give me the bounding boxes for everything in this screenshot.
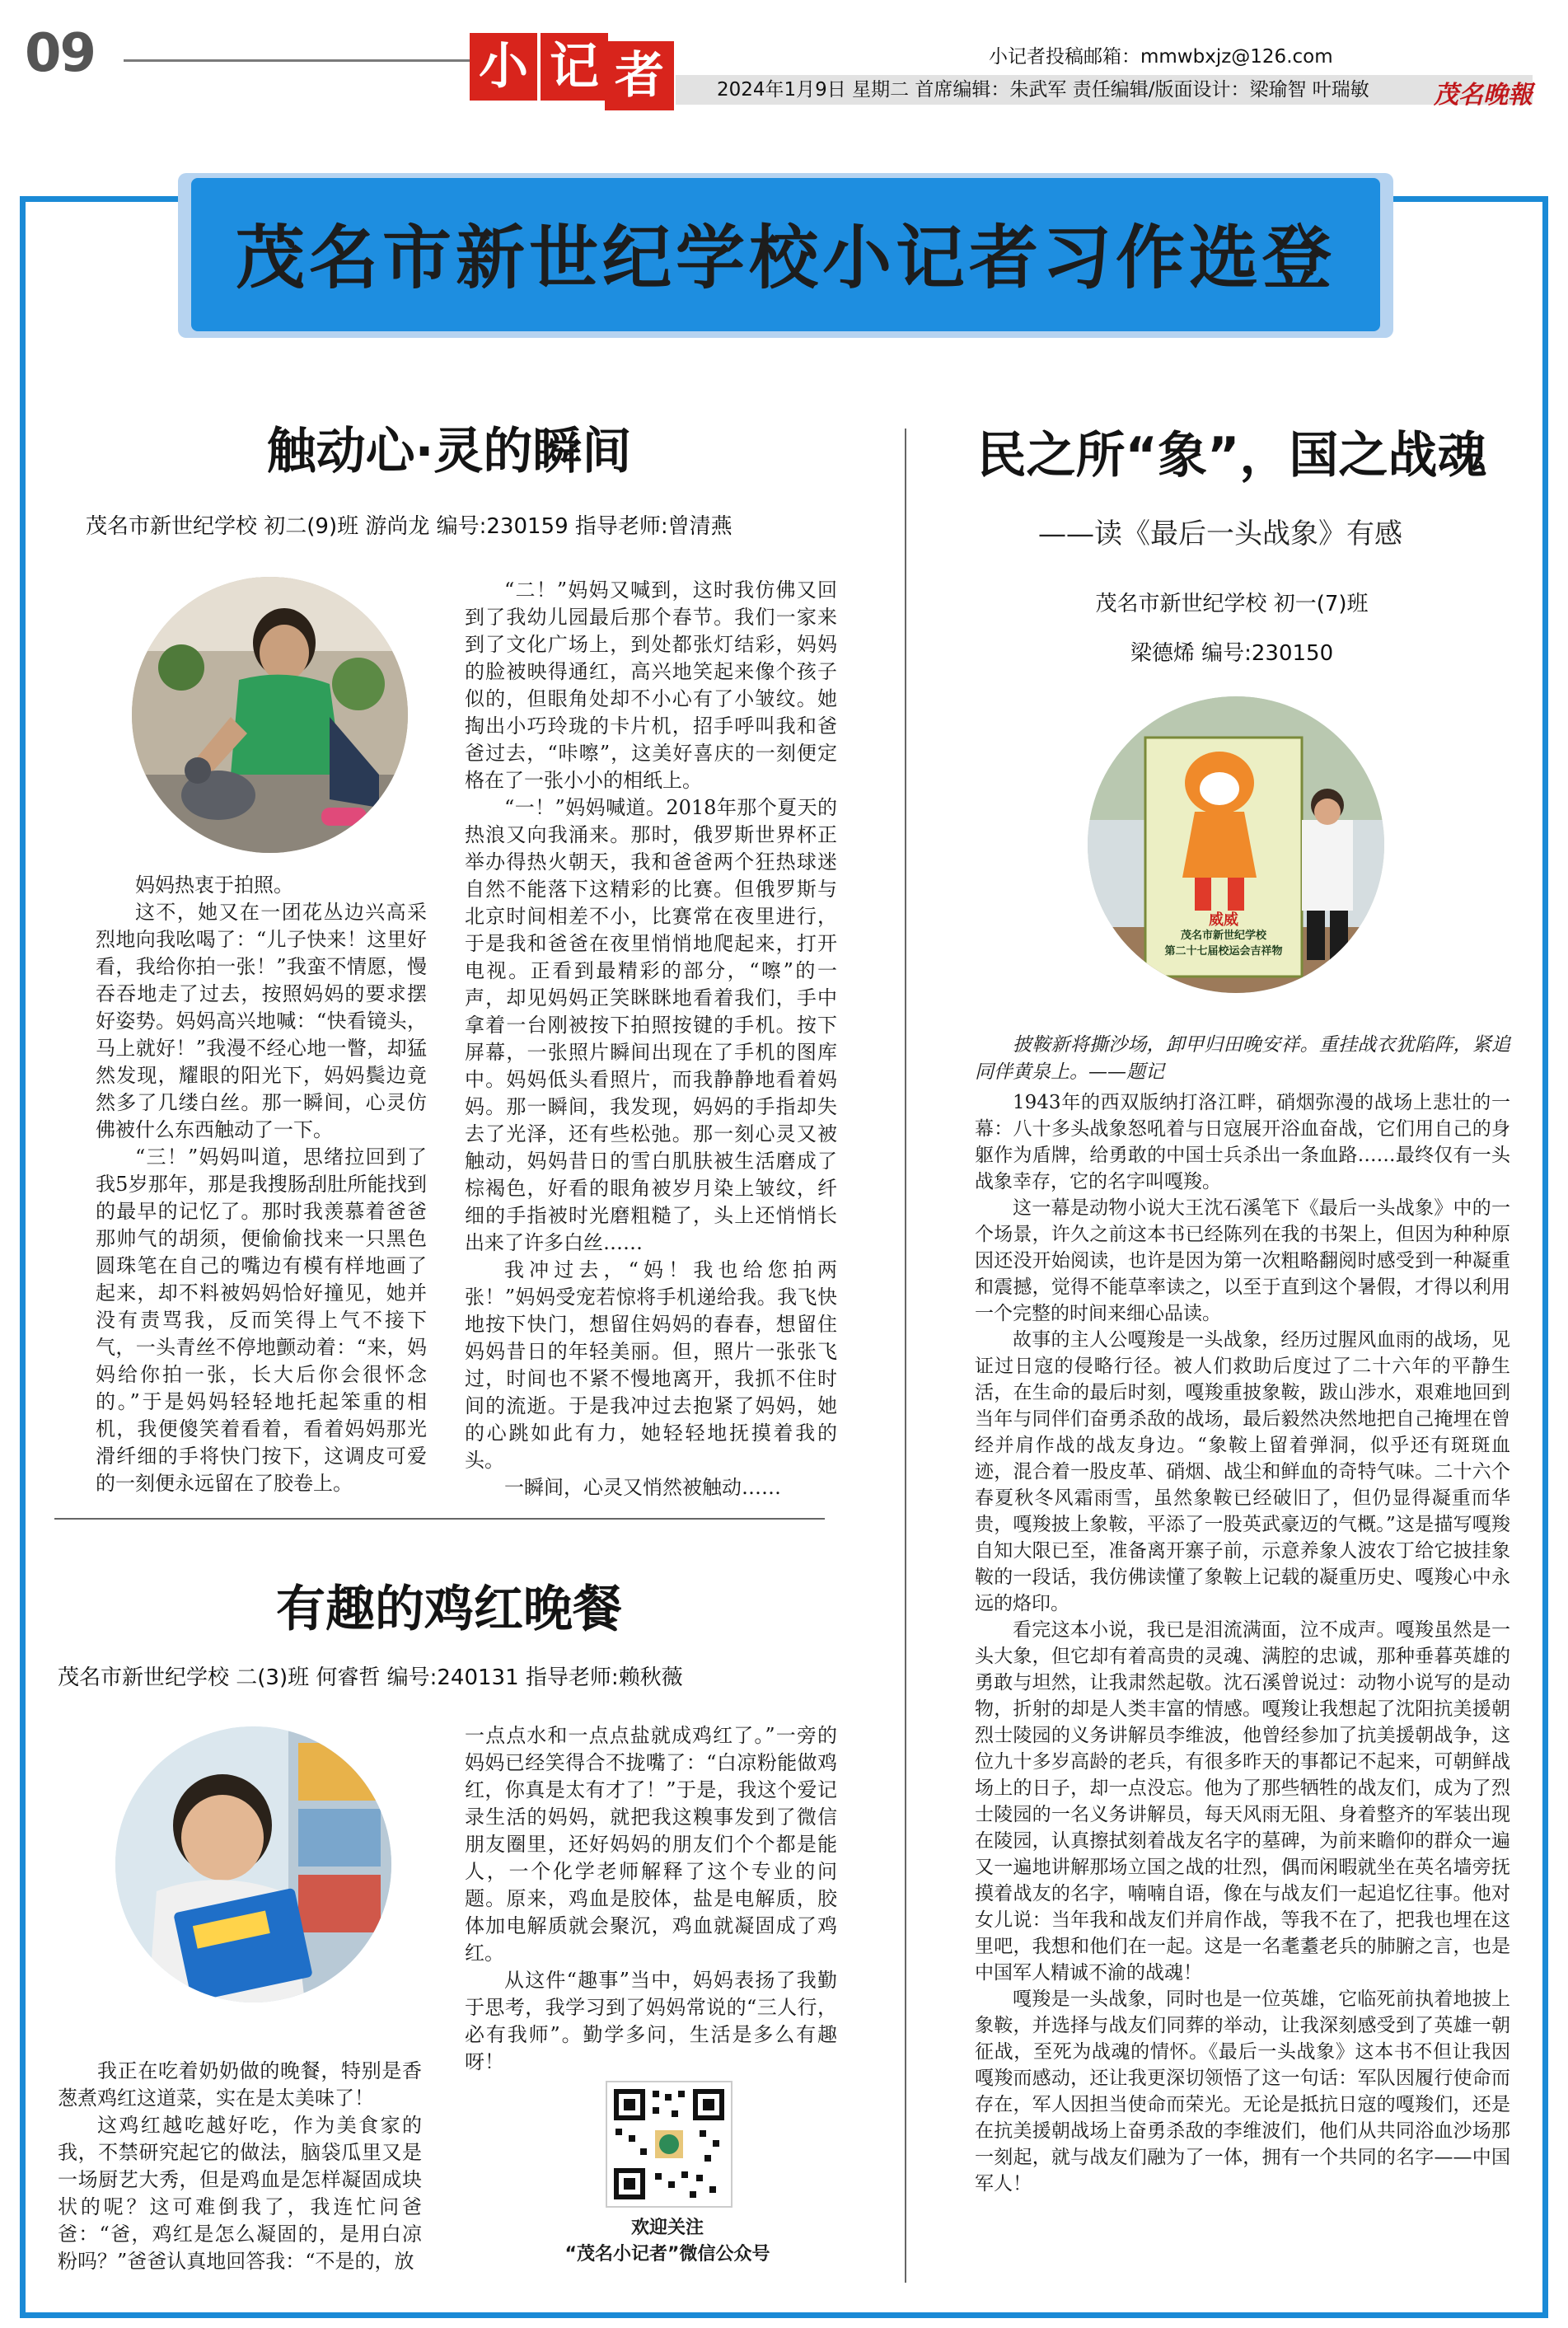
article1-para: 妈妈热衷于拍照。 [135, 874, 293, 897]
article1-para: 我冲过去，“妈！我也给您拍两张！”妈妈受宠若惊将手机递给我。我飞快地按下快门，想留住妈妈的春春，想留住妈妈昔日的年轻美丽。但，照片一张张飞过，时间也不紧不慢地离开，我抓不住时间的流逝。于是我冲过去抱紧了妈妈，她的心跳如此有力，她轻轻地抚摸着我的头。 [465, 1258, 837, 1472]
mascot-board-title: 威威 [1209, 911, 1238, 929]
article3-para: 故事的主人公嘎羧是一头战象，经历过腥风血雨的战场，见证过日寇的侵略行径。被人们救助后度过了二十六年的平静生活，在生命的最后时刻，嘎羧重披象鞍，跋山涉水，艰难地回到当年与同伴们奋勇杀敌的战场，最后毅然决然地把自己掩埋在曾经并肩作战的战友身边。“象鞍上留着弹洞，似乎还有斑斑血迹，混合着一股皮革、硝烟、战尘和鲜血的奇特气味。二十六个春夏秋冬风霜雨雪，虽然象鞍已经破旧了，但仍显得凝重而华贵，嘎羧披上象鞍，平添了一股英武豪迈的气概。”这是描写嘎羧自知大限已至，准备离开寨子前，示意养象人波农丁给它披挂象鞍的一段话，我仿佛读懂了象鞍上记载的凝重历史、嘎羧心中永远的烙印。 [975, 1329, 1510, 1614]
article3-byline-1: 茂名市新世纪学校 初一(7)班 [1095, 592, 1369, 616]
article1-para: “三！”妈妈叫道，思绪拉回到了我5岁那年，那是我搜肠刮肚所能找到的最早的记忆了。那时我羡慕着爸爸那帅气的胡须，便偷偷找来一只黑色圆珠笔在自己的嘴边有模有样地画了起来，却不料被妈妈恰好撞见，她并没有责骂我，反而笑得上气不接下气，一头青丝不停地颤动着：“来，妈妈给你拍一张，长大后你会很怀念的。”于是妈妈轻轻地托起笨重的相机，我便傻笑着看着，看着妈妈那光滑纤细的手将快门按下，这调皮可爱的一刻便永远留在了胶卷上。 [96, 1145, 427, 1495]
article1-para: “二！”妈妈又喊到，这时我仿佛又回到了我幼儿园最后那个春节。我们一家来到了文化广场上，到处都张灯结彩，妈妈的脸被映得通红，高兴地笑起来像个孩子似的，但眼角处却不小心有了小皱纹。她掏出小巧玲珑的卡片机，招手呼叫我和爸爸过去，“咔嚓”，这美好喜庆的一刻便定格在了一张小小的相纸上。 [465, 578, 837, 792]
article2-para: 从这件“趣事”当中，妈妈表扬了我勤于思考，我学习到了妈妈常说的“三人行，必有我师”。勤学多问，生活是多么有趣呀！ [465, 1969, 837, 2073]
header-rule-left [124, 59, 470, 62]
article3-para: 1943年的西双版纳打洛江畔，硝烟弥漫的战场上悲壮的一幕：八十多头战象怒吼着与日寇展开浴血奋战，它们用自己的身躯作为盾牌，给勇敢的中国士兵杀出一条血路……最终仅有一头战象幸存，它的名字叫嘎羧。 [975, 1092, 1510, 1192]
qr-caption-line1: 欢迎关注 [630, 2218, 704, 2238]
article1-photo [132, 577, 408, 853]
article1-col2 [465, 577, 837, 1501]
newspaper-logo: 茂名晚報 [1434, 81, 1533, 110]
article1-col1 [96, 872, 427, 1497]
article2-photo [115, 1726, 391, 2002]
article1-para: 一瞬间，心灵又悄然被触动…… [504, 1476, 781, 1499]
section-divider [54, 1518, 825, 1520]
article2-col1 [58, 2058, 422, 2275]
article2-para: 这鸡红越吃越好吃，作为美食家的我，不禁研究起它的做法，脑袋瓜里又是一场厨艺大秀，但是鸡血是怎样凝固成块状的呢？这可难倒我了，我连忙问爸爸：“爸，鸡红是怎么凝固的，是用白凉粉吗？”爸爸认真地回答我：“不是的，放 [58, 2114, 422, 2273]
article2-byline: 茂名市新世纪学校 二(3)班 何睿哲 编号:240131 指导老师:赖秋薇 [58, 1665, 683, 1690]
mascot-board-line2: 第二十七届校运会吉祥物 [1164, 945, 1283, 958]
article1-para: 这不，她又在一团花丛边兴高采烈地向我吆喝了：“儿子快来！这里好看，我给你拍一张！”我蛮不情愿，慢吞吞地走了过去，按照妈妈的要求摆好姿势。妈妈高兴地喊：“快看镜头，马上就好！”我漫不经心地一瞥，却猛然发现，耀眼的阳光下，妈妈鬓边竟然多了几缕白丝。那一瞬间，心灵仿佛被什么东西触动了一下。 [96, 901, 427, 1141]
section-char-2: 记 [541, 33, 608, 101]
mascot-board [1145, 912, 1302, 959]
date-editor-bar: 2024年1月9日 星期二 首席编辑：朱武军 责任编辑/版面设计：梁瑜智 叶瑞敏 [676, 75, 1533, 105]
submission-email: 小记者投稿邮箱：mmwbxjz@126.com [989, 46, 1333, 68]
article3-epigraph-text: 披鞍新将撕沙场，卸甲归田晚安祥。重挂战衣犹陷阵，紧追同伴黄泉上。——题记 [975, 1034, 1510, 1083]
wechat-qr-code[interactable] [606, 2081, 733, 2208]
mascot-board-line1: 茂名市新世纪学校 [1180, 930, 1266, 942]
article3-photo [1088, 696, 1384, 993]
article3-title: 民之所“象”，国之战魂 [976, 427, 1487, 485]
article2-title: 有趣的鸡红晚餐 [276, 1581, 622, 1638]
article3-byline-2: 梁德烯 编号:230150 [1130, 641, 1334, 666]
article3-para: 这一幕是动物小说大王沈石溪笔下《最后一头战象》中的一个场景，许久之前这本书已经陈列在我的书架上，但因为种种原因还没开始阅读，也许是因为第一次粗略翻阅时感受到一种凝重和震撼，觉得不能草率读之，以至于直到这个暑假，才得以利用一个完整的时间来细心品读。 [975, 1197, 1510, 1324]
section-char-3: 者 [605, 41, 674, 110]
article3-para: 嘎羧是一头战象，同时也是一位英雄，它临死前执着地披上象鞍，并选择与战友们同葬的举动，让我深刻感受到了英雄一朝征战，至死为战魂的情怀。《最后一头战象》这本书不但让我因嘎羧而感动，还让我更深切领悟了这一句话：军队因履行使命而存在，军人因担当使命而荣光。无论是抵抗日寇的嘎羧们，还是在抗美援朝战场上奋勇杀敌的李维波们，他们从共同浴血沙场那一刻起，就与战友们融为了一体，拥有一个共同的名字——中国军人！ [975, 1988, 1510, 2195]
section-brand [470, 18, 676, 109]
article3-para: 看完这本小说，我已是泪流满面，泣不成声。嘎羧虽然是一头大象，但它却有着高贵的灵魂、满腔的忠诚，那种垂暮英雄的勇敢与坦然，让我肃然起敬。沈石溪曾说过：动物小说写的是动物，折射的却是人类丰富的情感。嘎羧让我想起了沈阳抗美援朝烈士陵园的义务讲解员李维波，他曾经参加了抗美援朝战争，这位九十多岁高龄的老兵，有很多昨天的事都记不起来，可朝鲜战场上的日子，却一点没忘。他为了那些牺牲的战友们，成为了烈士陵园的一名义务讲解员，每天风雨无阻、身着整齐的军装出现在陵园，认真擦拭刻着战友名字的墓碑，为前来瞻仰的群众一遍又一遍地讲解那场立国之战的壮烈，偶而闲暇就坐在英名墙旁抚摸着战友的名字，喃喃自语，像在与战友们一起追忆往事。他对女儿说：当年我和战友们并肩作战，等我不在了，把我也埋在这里吧，我想和他们在一起。这是一名耄耋老兵的肺腑之言，也是中国军人精诚不渝的战魂！ [975, 1619, 1510, 1984]
section-char-1: 小 [470, 33, 537, 101]
article2-para: 一点点水和一点点盐就成鸡红了。”一旁的妈妈已经笑得合不拢嘴了：“白凉粉能做鸡红，你真是太有才了！”于是，我这个爱记录生活的妈妈，就把我这糗事发到了微信朋友圈里，还好妈妈的朋友们个个都是能人，一个化学老师解释了这个专业的问题。原来，鸡血是胶体，盐是电解质，胶体加电解质就会聚沉，鸡血就凝固成了鸡红。 [465, 1724, 837, 1965]
article1-para: “一！”妈妈喊道。2018年那个夏天的热浪又向我涌来。那时，俄罗斯世界杯正举办得热火朝天，我和爸爸两个狂热球迷自然不能落下这精彩的比赛。但俄罗斯与北京时间相差不小，比赛常在夜里进行，于是我和爸爸在夜里悄悄地爬起来，打开电视。正看到最精彩的部分，“嚓”的一声，却见妈妈正笑眯眯地看着我们，手中拿着一台刚被按下拍照按键的手机。按下屏幕，一张照片瞬间出现在了手机的图库中。妈妈低头看照片，而我静静地看着妈妈。那一瞬间，我发现，妈妈的手指却失去了光泽，还有些松弛。那一刻心灵又被触动，妈妈昔日的雪白肌肤被生活磨成了棕褐色，好看的眼角被岁月染上皱纹，纤细的手指被时光磨粗糙了，头上还悄悄长出来了许多白丝…… [465, 796, 837, 1254]
article1-byline: 茂名市新世纪学校 初二(9)班 游尚龙 编号:230159 指导老师:曾清燕 [86, 514, 733, 539]
qr-caption [527, 2215, 807, 2268]
article3-epigraph [975, 1032, 1510, 1086]
page-number: 09 [25, 23, 96, 84]
banner-title: 茂名市新世纪学校小记者习作选登 [235, 218, 1336, 298]
article1-title: 触动心·灵的瞬间 [266, 423, 632, 480]
column-divider [905, 429, 906, 2283]
article3-body [975, 1089, 1510, 2197]
article3-subtitle: ——读《最后一头战象》有感 [1038, 518, 1402, 550]
article2-col2 [465, 1722, 837, 2076]
qr-caption-line2: “茂名小记者”微信公众号 [564, 2244, 770, 2265]
article2-para: 我正在吃着奶奶做的晚餐，特别是香葱煮鸡红这道菜，实在是太美味了！ [58, 2059, 422, 2110]
